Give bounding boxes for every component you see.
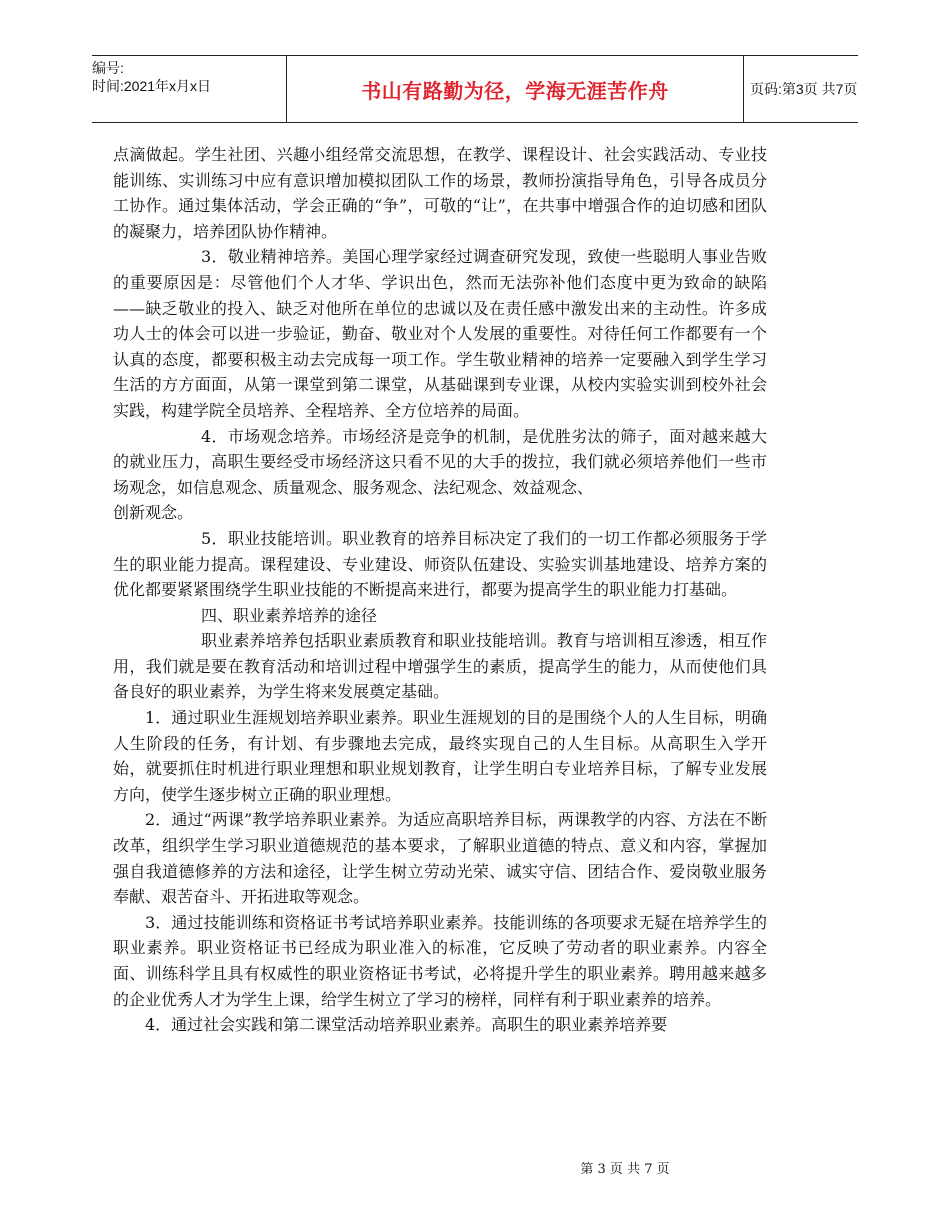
- paragraph-intro: 职业素养培养包括职业素质教育和职业技能培训。教育与培训相互渗透，相互作用，我们就是要在教育活动和培训过程中增强学生的素质，提高学生的能力，从而使他们具备良好的职业素养，为学生将来发展奠定基础。: [113, 631, 767, 702]
- page-footer: 第 3 页 共 7 页: [580, 1162, 670, 1177]
- paragraph-certification: 3．通过技能训练和资格证书考试培养职业素养。技能训练的各项要求无疑在培养学生的职业素养。职业资格证书已经成为职业准入的标准，它反映了劳动者的职业素养。内容全面、训练科学且具有权威性的职业资格证书考试，必将提升学生的职业素养。聘用越来越多的企业优秀人才为学生上课，给学生树立了学习的榜样，同样有利于职业素养的培养。: [113, 912, 767, 1009]
- paragraph-social-practice: 4．通过社会实践和第二课堂活动培养职业素养。高职生的职业素养培养要: [145, 1015, 668, 1035]
- paragraph-continuation: 点滴做起。学生社团、兴趣小组经常交流思想，在教学、课程设计、社会实践活动、专业技能训练、实训练习中应有意识增加模拟团队工作的场景，教师扮演指导角色，引导各成员分工协作。通过集体活动，学会正确的“争”，可敬的“让”，在共事中增强合作的迫切感和团队的凝聚力，培养团队协作精神。: [113, 145, 767, 241]
- paragraph-skills: 5．职业技能培训。职业教育的培养目标决定了我们的一切工作都必须服务于学生的职业能力提高。课程建设、专业建设、师资队伍建设、实验实训基地建设、培养方案的优化都要紧紧围绕学生职业技能的不断提高来进行，都要为提高学生的职业能力打基础。: [113, 528, 767, 600]
- paragraph-dedication: 3．敬业精神培养。美国心理学家经过调查研究发现，致使一些聪明人事业告败的重要原因是：尽管他们个人才华、学识出色，然而无法弥补他们态度中更为致命的缺陷——缺乏敬业的投入、缺乏对他所在单位的忠诚以及在责任感中激发出来的主动性。许多成功人士的体会可以进一步验证，勤奋、敬业对个人发展的重要性。对待任何工作都要有一个认真的态度，都要积极主动去完成每一项工作。学生敬业精神的培养一定要融入到学生学习生活的方方面面，从第一课堂到第二课堂，从基础课到专业课，从校内实验实训到校外社会实践，构建学院全员培养、全程培养、全方位培养的局面。: [113, 247, 767, 420]
- page-header: [92, 55, 858, 123]
- paragraph-two-courses: 2．通过“两课”教学培养职业素养。为适应高职培养目标，两课教学的内容、方法在不断改革，组织学生学习职业道德规范的基本要求，了解职业道德的特点、意义和内容，掌握加强自我道德修养的方法和途径，让学生树立劳动光荣、诚实守信、团结合作、爱岗敬业服务奉献、艰苦奋斗、开拓进取等观念。: [113, 810, 767, 907]
- paragraph-career-plan: 1．通过职业生涯规划培养职业素养。职业生涯规划的目的是围绕个人的人生目标，明确人生阶段的任务，有计划、有步骤地去完成，最终实现自己的人生目标。从高职生入学开始，就要抓住时机进行职业理想和职业规划教育，让学生明白专业培养目标，了解专业发展方向，使学生逐步树立正确的职业理想。: [113, 708, 767, 804]
- header-motto-cell: [286, 56, 744, 122]
- header-page-info: 页码:第3页 共7页: [750, 81, 858, 97]
- document-date: 时间:2021年x月x日: [92, 78, 212, 94]
- header-motto: 书山有路勤为径，学海无涯苦作舟: [361, 78, 669, 103]
- section-heading: 四、职业素养培养的途径: [201, 605, 378, 625]
- paragraph-market-tail: 创新观念。: [113, 503, 194, 523]
- document-number-label: 编号:: [92, 60, 124, 76]
- header-meta: [92, 56, 286, 122]
- paragraph-market: 4．市场观念培养。市场经济是竞争的机制，是优胜劣汰的筛子，面对越来越大的就业压力，高职生要经受市场经济这只看不见的大手的拨拉，我们就必须培养他们一些市场观念，如信息观念、质量观念、服务观念、法纪观念、效益观念、: [113, 426, 767, 497]
- document-body: [113, 142, 767, 1038]
